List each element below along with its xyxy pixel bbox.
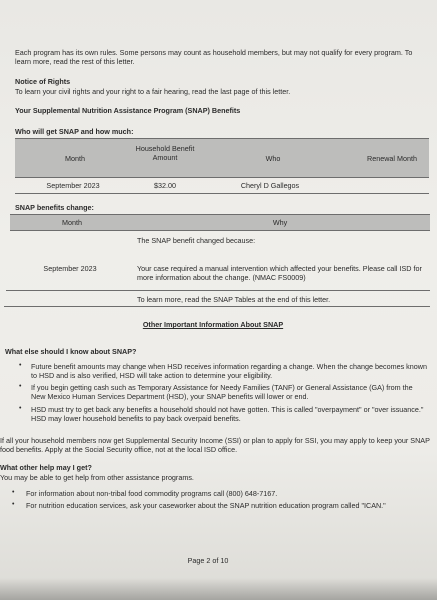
intro-text: Each program has its own rules. Some persons may count as household members, but may not qualify for every program. To learn more, read the rest of this letter. (15, 48, 413, 67)
changes-header-why: Why (272, 218, 288, 227)
other-info-title: Other Important Information About SNAP (142, 320, 284, 329)
snap-bullet-3: HSD must try to get back any benefits a household should not have gotten. This is called "overpayment" or "over issuance." HSD may lower household benefits to pay back overpaid benefits. (31, 405, 424, 424)
bullet-dot-2: • (19, 383, 22, 390)
benefits-row-who: Cheryl D Gallegos (240, 181, 300, 190)
changes-table-header-rule (10, 230, 430, 231)
help-bullet-dot-2: • (12, 501, 15, 508)
page-number: Page 2 of 10 (187, 556, 229, 565)
help-bullet-1: For information about non-tribal food commodity programs call (800) 648-7167. (26, 489, 278, 498)
help-bullet-dot-1: • (12, 489, 15, 496)
changes-row-rule (6, 290, 430, 291)
who-gets-snap-heading: Who will get SNAP and how much: (15, 127, 134, 136)
other-help-heading: What other help may I get? (0, 463, 92, 472)
changes-reason: Your case required a manual intervention which affected your benefits. Please call ISD for more information about the change. (NMAC FS0009) (137, 264, 422, 283)
other-help-intro: You may be able to get help from other assistance programs. (0, 473, 194, 482)
changes-table-bottom-rule (4, 306, 430, 307)
benefits-row-month: September 2023 (46, 181, 100, 190)
benefits-table-bottom-rule (15, 193, 429, 194)
bullet-dot-3: • (19, 405, 22, 412)
benefits-header-who: Who (265, 154, 281, 163)
snap-bullet-1: Future benefit amounts may change when HSD receives information regarding a change. When the change becomes known to HSD and is also verified, HSD will take action to determine your eligibility. (31, 362, 427, 381)
snap-benefits-title: Your Supplemental Nutrition Assistance Program (SNAP) Benefits (15, 106, 241, 115)
ssi-text: If all your household members now get Supplemental Security Income (SSI) or plan to apply for SSI, you may apply to keep your SNAP food benefits. Apply at the Social Security office, not at the local ISD office. (0, 436, 430, 455)
help-bullet-2: For nutrition education services, ask your caseworker about the SNAP nutrition education program called "ICAN." (26, 501, 386, 510)
benefits-header-amount: Household Benefit Amount (135, 144, 195, 163)
benefits-table-header-rule (15, 177, 429, 178)
benefits-row-amount: $32.00 (154, 181, 176, 190)
changes-month: September 2023 (43, 264, 97, 273)
what-else-heading: What else should I know about SNAP? (5, 347, 137, 356)
changes-because: The SNAP benefit changed because: (137, 236, 256, 245)
bullet-dot-1: • (19, 362, 22, 369)
notice-of-rights-heading: Notice of Rights (15, 77, 71, 86)
changes-learn-more: To learn more, read the SNAP Tables at the end of this letter. (137, 295, 331, 304)
snap-change-heading: SNAP benefits change: (15, 203, 94, 212)
benefits-header-month: Month (65, 154, 85, 163)
snap-bullet-2: If you begin getting cash such as Temporary Assistance for Needy Families (TANF) or General Assistance (GA) from the New Mexico Human Services Department (HSD), your SNAP benefits will lower or end. (31, 383, 413, 402)
changes-header-month: Month (62, 218, 82, 227)
notice-of-rights-text: To learn your civil rights and your right to a fair hearing, read the last page of this letter. (15, 87, 291, 96)
benefits-header-renewal: Renewal Month (367, 154, 417, 163)
